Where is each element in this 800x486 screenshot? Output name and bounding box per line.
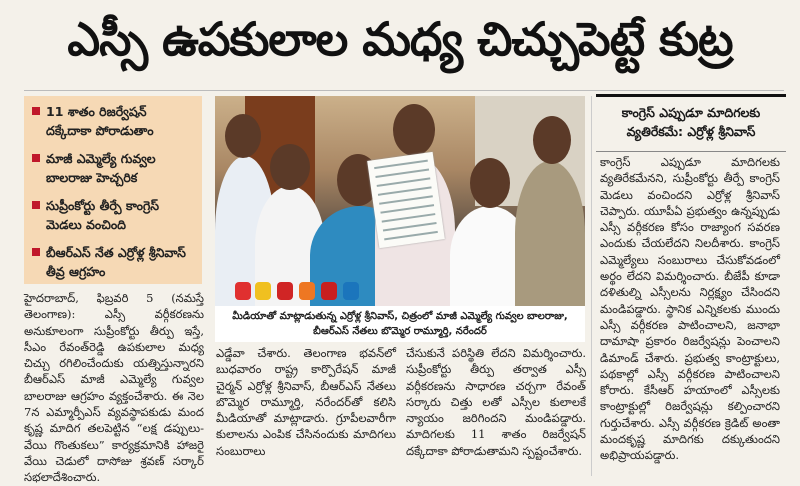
summary-point-text: సుప్రీంకోర్టు తీర్పే కాంగ్రెస్ మెడలు వంచింది	[46, 198, 160, 232]
article-text: ఎడ్డేవా చేశారు. తెలంగాణ భవన్‌లో బుధవారం రాష్ట్ర కార్పొరేషన్ మాజీ చైర్మన్ ఎర్రోళ్ల శ్రీనివాస్, బీఆర్ఎస్ నేతలు బొమ్మెర రామ్మూర్తి, నరేందర్‌తో కలిసి మీడియాతో మాట్లాడారు. గ్రూపీలవారీగా కులాలను ఎంపిక చేసినందుకు మాదిగలు సంబురాలు	[216, 346, 396, 458]
headline: ఎస్సీ ఉపకులాల మధ్య చిచ్చుపెట్టే కుట్ర	[67, 12, 733, 66]
photo-caption: మీడియాతో మాట్లాడుతున్న ఎర్రోళ్ల శ్రీనివాస్, చిత్రంలో మాజీ ఎమ్మెల్యే గువ్వల బాలరాజు, బీఆర్ఎస్ నేతలు బొమ్మెర రామ్మూర్తి, నరేందర్	[215, 306, 585, 342]
microphone-icon	[255, 282, 271, 300]
side-story-column	[600, 154, 780, 476]
summary-point-text: 11 శాతం రిజర్వేషన్ దక్కేదాకా పోరాడుతాం	[46, 104, 154, 138]
press-photo	[215, 96, 585, 306]
person-head	[470, 158, 510, 208]
microphone-icon	[235, 282, 251, 300]
summary-point-text: బీఆర్ఎస్ నేత ఎర్రోళ్ల శ్రీనివాస్ తీవ్ర ఆగ్రహం	[46, 245, 186, 279]
side-story-headline: కాంగ్రెస్ ఎప్పుడూ మాదిగలకు వ్యతిరేకమే: ఎర్రోళ్ల శ్రీనివాస్	[596, 94, 786, 152]
person	[515, 161, 585, 306]
column-divider	[591, 96, 592, 476]
article-text: చేసుకునే పరిస్థితి లేదని విమర్శించారు. సుప్రీంకోర్టు తీర్పు తర్వాత ఎస్సీ వర్గీకరణను సాధారణ చర్చగా రేవంత్ సర్కారు చిత్తు లతో ఎస్సీల కులాలకే న్యాయం జరిగిందని మండిపడ్డారు. మాదిగలకు 11 శాతం రిజర్వేషన్ దక్కేదాకా పోరాడుతామని స్పష్టంచేశారు.	[406, 346, 586, 458]
microphone-icon	[277, 282, 293, 300]
microphone-icon	[299, 282, 315, 300]
summary-point	[32, 149, 196, 187]
held-document	[367, 152, 445, 248]
headline-rule	[24, 90, 784, 91]
microphone-icon	[321, 282, 337, 300]
person-head	[270, 144, 310, 190]
article-column-1	[24, 290, 204, 485]
side-story-text: కాంగ్రెస్ ఎప్పుడూ మాదిగలకు వ్యతిరేకమేనని, సుప్రీంకోర్టు తీర్పే కాంగ్రెస్ మెడలు వంచిందని ఎర్రోళ్ల శ్రీనివాస్ చెప్పారు. యూపీఏ ప్రభుత్వం ఉన్నప్పుడు ఎస్సీ వర్గీకరణ కోసం రాజ్యాంగ సవరణ ఎందుకు చేయలేదని నిలదీశారు. కాంగ్రెస్ ఎమ్మెల్యేలు సంబురాలు చేసుకోవడంలో అర్థం లేదని విమర్శించారు. బీజేపీ కూడా దళితుల్ని ఎస్సీలను నిర్లక్ష్యం చేసిందని మండిపడ్డారు. స్థానిక ఎన్నికలకు ముందు ఎస్సీ వర్గీకరణ పాటించాలని, జనాభా దామాషా ప్రకారం రిజర్వేషన్లు పెంచాలని డిమాండ్ చేశారు. ప్రభుత్వ కాంట్రాక్టులు, పథకాల్లో ఎస్సీ వర్గీకరణ పాటించాలని కోరారు. కేసీఆర్ హయాంలో ఎస్సీలకు కాంట్రాక్టుల్లో రిజర్వేషన్లు కల్పించారని గుర్తుచేశారు. ఎస్సీ వర్గీకరణ క్రెడిట్ అంతా మందకృష్ణ మాదిగకు దక్కుతుందని అభిప్రాయపడ్డారు.	[600, 155, 780, 463]
article-column-2	[216, 345, 396, 476]
person-head	[533, 116, 571, 164]
summary-point-text: మాజీ ఎమ్మెల్యే గువ్వల బాలరాజు హెచ్చరిక	[46, 151, 156, 185]
person-head	[393, 104, 435, 156]
bullet-icon	[32, 248, 40, 256]
summary-point	[32, 102, 196, 140]
summary-box	[24, 96, 202, 284]
summary-point	[32, 196, 196, 234]
article-text: హైదరాబాద్, ఫిబ్రవరి 5 (నమస్తే తెలంగాణ): ఎస్సీ వర్గీకరణను అనుకూలంగా సుప్రీంకోర్టు తీర్పు ఇస్తే, సీఎం రేవంత్‌రెడ్డి ఉపకులాల మధ్య చిచ్చు రగిలించేందుకు యత్నిస్తున్నారని బీఆర్ఎస్ మాజీ ఎమ్మెల్యే గువ్వల బాలరాజు ఆగ్రహం వ్యక్తంచేశారు. ఈ నెల 7న ఎమ్మార్పీఎస్ వ్యవస్థాపకుడు మంద కృష్ణ మాదిగ తలపెట్టిన “లక్ష డప్పులు-వేయి గొంతుకలు” కార్యక్రమానికి హాజరై వేయి చెడులో దాసోజు శ్రవణ్ సర్కార్ సభలాదేశించారు.	[24, 291, 204, 485]
article-column-3	[406, 345, 586, 476]
bullet-icon	[32, 201, 40, 209]
microphone-icon	[343, 282, 359, 300]
bullet-icon	[32, 107, 40, 115]
bullet-icon	[32, 154, 40, 162]
summary-point	[32, 243, 196, 281]
person-head	[225, 114, 261, 158]
